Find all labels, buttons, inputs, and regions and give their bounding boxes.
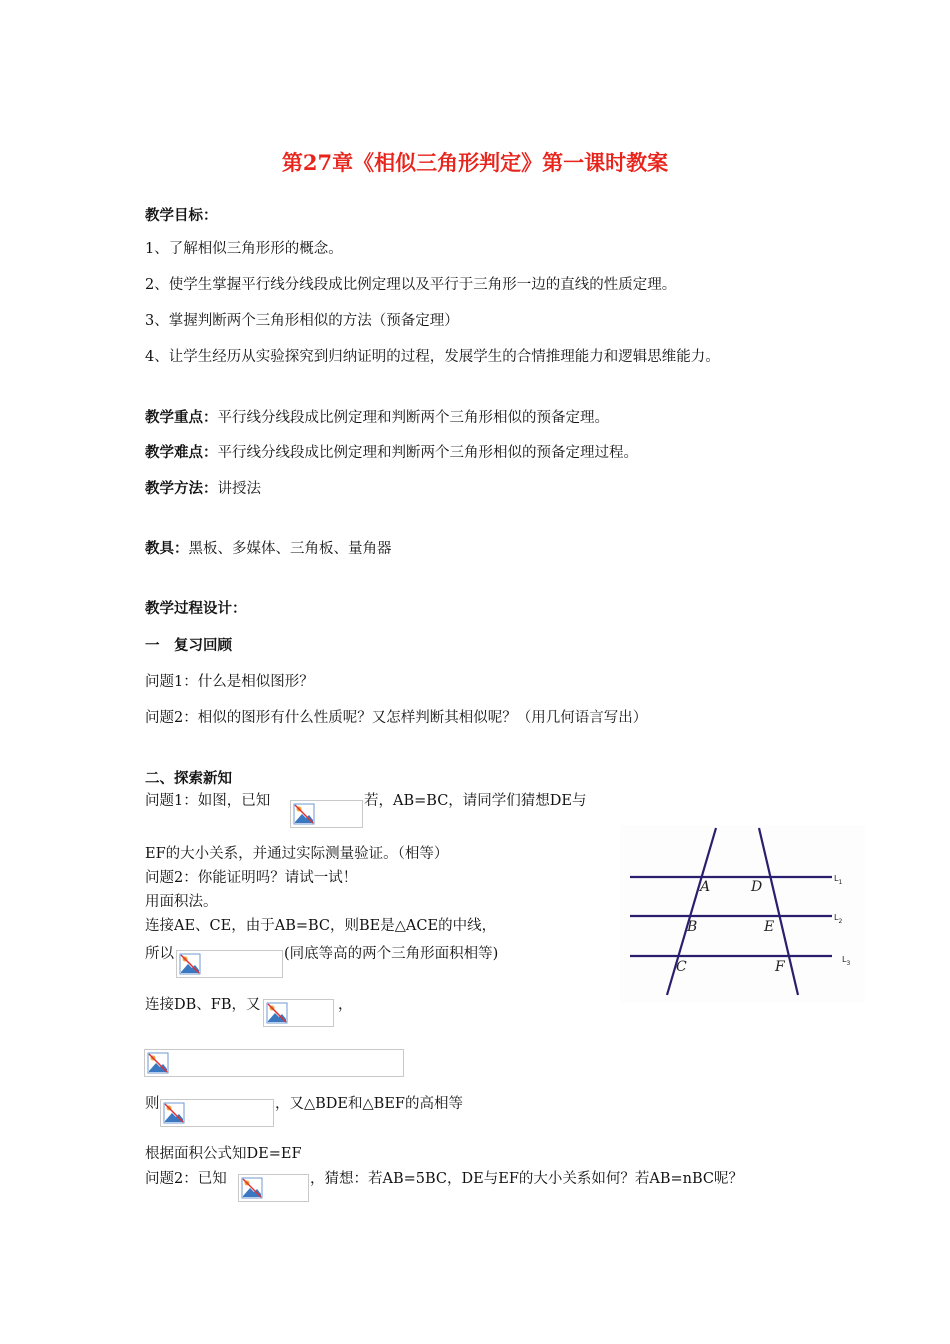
line-l3-label: $L_3$ — [842, 955, 851, 967]
section2-question-3-post: ，猜想：若AB=5BC，DE与EF的大小关系如何？若AB=nBC呢？ — [310, 1171, 744, 1187]
page-title: 第27章《相似三角形判定》第一课时教案 — [281, 150, 669, 175]
conclusion: 根据面积公式知DE=EF — [145, 1146, 302, 1162]
line-l1-label: $L_1$ — [834, 874, 843, 886]
process-heading: 教学过程设计： — [145, 600, 247, 617]
key-point-text: 平行线分线段成比例定理和判断两个三角形相似的预备定理。 — [217, 410, 609, 426]
point-b-label: B — [687, 919, 698, 935]
so-post: (同底等高的两个三角形面积相等) — [284, 946, 499, 962]
connect-db-fb-post: ， — [338, 997, 353, 1013]
then-post: ，又△BDE和△BEF的高相等 — [275, 1096, 463, 1112]
broken-image-icon — [263, 999, 334, 1027]
point-f-label: F — [775, 959, 785, 975]
transversal-left — [667, 828, 716, 995]
objectives-heading: 教学目标： — [145, 207, 218, 224]
section2-question-1-cont: EF的大小关系，并通过实际测量验证。（相等） — [145, 846, 449, 862]
point-a-label: A — [700, 879, 711, 895]
key-point-label: 教学重点： — [145, 409, 218, 426]
difficulty-label: 教学难点： — [145, 444, 218, 461]
connect-ae-ce: 连接AE、CE，由于AB=BC，则BE是△ACE的中线， — [145, 918, 497, 934]
section1-heading: 一 复习回顾 — [145, 637, 232, 654]
broken-image-icon — [290, 800, 363, 828]
then-pre: 则 — [145, 1096, 160, 1112]
tools-text: 黑板、多媒体、三角板、量角器 — [188, 541, 392, 557]
tools — [145, 540, 392, 558]
section2-question-2: 问题2：你能证明吗？请试一试！ — [145, 870, 358, 886]
method-text: 讲授法 — [217, 481, 261, 497]
objective-item: 1、了解相似三角形形的概念。 — [145, 241, 343, 257]
connect-db-fb-pre: 连接DB、FB，又 — [145, 997, 261, 1013]
point-c-label: C — [676, 959, 687, 975]
difficulty-text: 平行线分线段成比例定理和判断两个三角形相似的预备定理过程。 — [217, 445, 638, 461]
broken-image-icon — [238, 1174, 309, 1202]
broken-image-icon — [144, 1049, 404, 1077]
section2-heading: 二、探索新知 — [145, 770, 232, 787]
so-pre: 所以 — [145, 946, 174, 962]
key-point — [145, 409, 609, 427]
objective-item: 4、让学生经历从实验探究到归纳证明的过程，发展学生的合情推理能力和逻辑思维能力。 — [145, 349, 720, 365]
section2-question-1-pre: 问题1：如图，已知 — [145, 793, 271, 809]
section2-question-1-post: 若，AB=BC，请同学们猜想DE与 — [364, 793, 587, 809]
broken-image-icon — [160, 1099, 274, 1127]
tools-label: 教具： — [145, 540, 189, 557]
objective-item: 2、使学生掌握平行线分线段成比例定理以及平行于三角形一边的直线的性质定理。 — [145, 277, 677, 293]
method — [145, 480, 261, 498]
section2-question-3-pre: 问题2：已知 — [145, 1171, 227, 1187]
line-l2-label: $L_2$ — [834, 913, 843, 925]
point-e-label: E — [764, 919, 775, 935]
section1-question-1: 问题1：什么是相似图形？ — [145, 674, 314, 690]
difficulty — [145, 444, 638, 462]
broken-image-icon — [176, 950, 283, 978]
area-method: 用面积法。 — [145, 894, 218, 910]
objective-item: 3、掌握判断两个三角形相似的方法（预备定理） — [145, 313, 459, 329]
method-label: 教学方法： — [145, 480, 218, 497]
point-d-label: D — [751, 879, 763, 895]
section1-question-2: 问题2：相似的图形有什么性质呢？又怎样判断其相似呢？（用几何语言写出） — [145, 710, 648, 726]
parallel-lines-figure — [620, 825, 865, 1003]
